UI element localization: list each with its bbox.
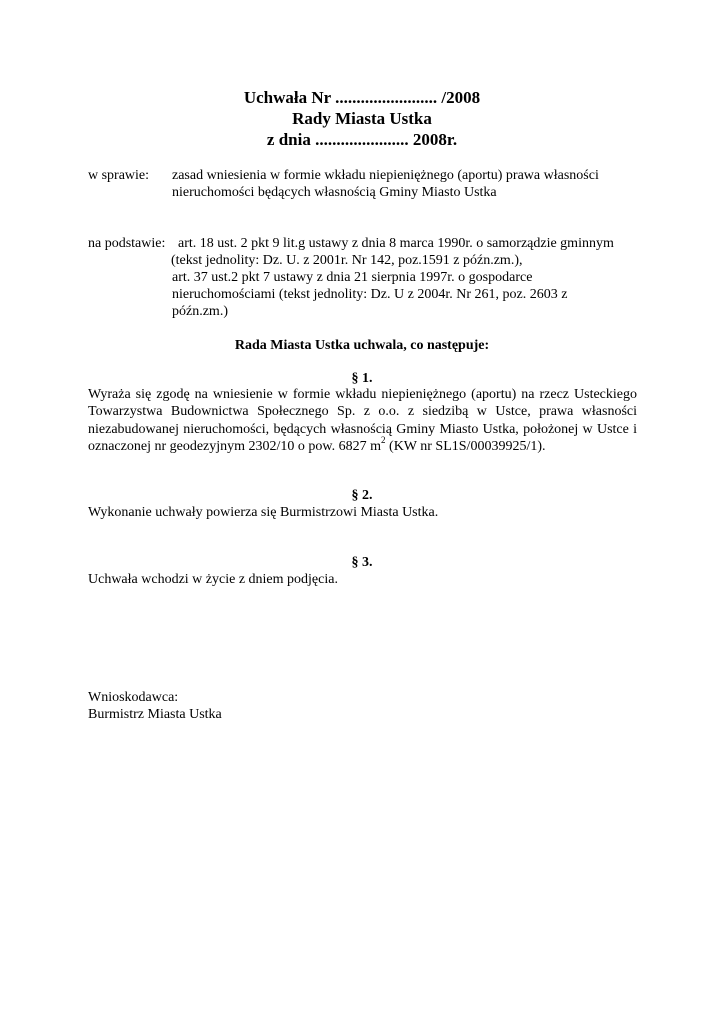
basis-line: art. 18 ust. 2 pkt 9 lit.g ustawy z dnia 8 marca 1990r. o samorządzie gminnym: [178, 236, 614, 251]
applicant-label: Wnioskodawca:: [88, 690, 179, 705]
section-3-heading: § 3.: [351, 555, 373, 570]
applicant-name: Burmistrz Miasta Ustka: [88, 707, 222, 722]
basis-line: (tekst jednolity: Dz. U. z 2001r. Nr 142, poz.1591 z późn.zm.),: [171, 253, 523, 268]
section-3-text: Uchwała wchodzi w życie z dniem podjęcia.: [88, 572, 338, 587]
resolution-title: Uchwała Nr ........................ /2008: [243, 88, 481, 107]
basis-line: art. 37 ust.2 pkt 7 ustawy z dnia 21 sierpnia 1997r. o gospodarce: [172, 270, 533, 285]
subject-label: w sprawie:: [88, 168, 150, 183]
superscript: 2: [381, 435, 386, 446]
section-2-text: Wykonanie uchwały powierza się Burmistrzowi Miasta Ustka.: [88, 505, 439, 520]
basis-line: nieruchomościami (tekst jednolity: Dz. U z 2004r. Nr 261, poz. 2603 z: [172, 287, 568, 302]
basis-label: na podstawie:: [88, 236, 166, 251]
section-2-heading: § 2.: [351, 488, 373, 503]
council-name: Rady Miasta Ustka: [292, 109, 432, 128]
council-resolves-heading: Rada Miasta Ustka uchwala, co następuje:: [234, 338, 490, 353]
section-1-heading: § 1.: [351, 371, 373, 386]
subject-line: nieruchomości będących własnością Gminy Miasto Ustka: [172, 185, 497, 200]
basis-line: późn.zm.): [172, 304, 228, 319]
section-1-text: Wyraża się zgodę na wniesienie w formie wkładu niepieniężnego (aportu) na rzecz Usteckiego Towarzystwa Budownictwa Społecznego Sp. z o.o. z siedzibą w Ustce, prawa własności niezabudowanej nieruchomości, będących własnością Gminy Miasto Ustka, położonej w Ustce i oznaczonej nr geodezyjnym 2302/10 o pow. 6827 $m^2$ (KW nr SL1S/00039925/1).: [88, 387, 637, 454]
subject-line: zasad wniesienia w formie wkładu niepieniężnego (aportu) prawa własności: [172, 168, 599, 183]
resolution-date: z dnia ...................... 2008r.: [266, 130, 458, 149]
